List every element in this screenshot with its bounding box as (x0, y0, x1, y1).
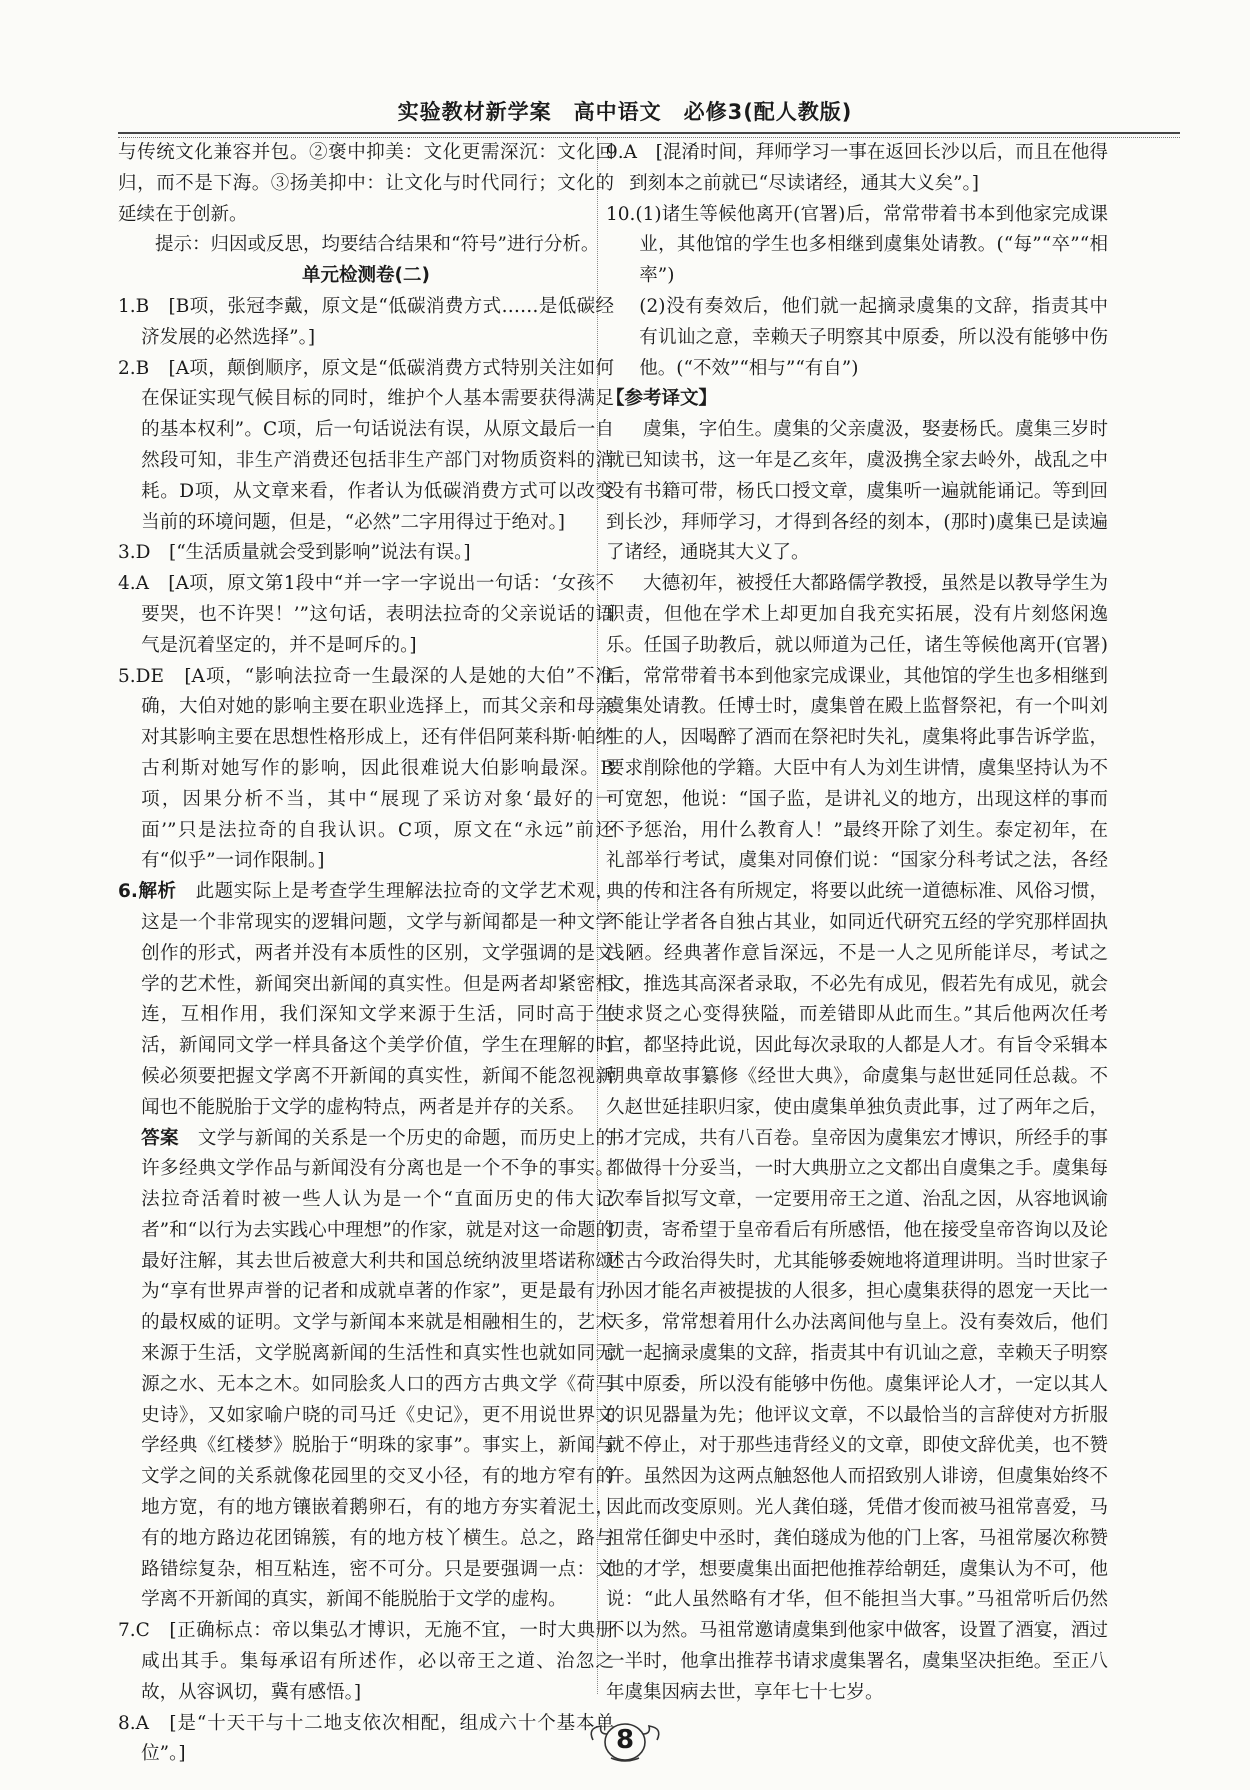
right-column (606, 138, 1108, 1709)
reference-translation-title: 【参考译文】 (606, 388, 718, 410)
answer-9: 9.A [混淆时间，拜师学习一事在返回长沙以后，而且在他得到刻本之前就已“尽读诸经，通其大义矣”。] (606, 142, 1108, 194)
page-header: 实验教材新学案 高中语文 必修3(配人教版) (397, 100, 853, 124)
answer-10-1: 10.(1)诸生等候他离开(官署)后，常常带着书本到他家完成课业，其他馆的学生也多相继到虞集处请教。(“每”“卒”“相率”) (606, 203, 1108, 287)
translation-paragraph-1: 虞集，字伯生。虞集的父亲虞汲，娶妻杨氏。虞集三岁时就已知读书，这一年是乙亥年，虞汲携全家去岭外，战乱之中没有书籍可带，杨氏口授文章，虞集听一遍就能诵记。等到回到长沙，拜师学习，才得到各经的刻本，(那时)虞集已是读遍了诸经，通晓其大义了。 (606, 419, 1108, 564)
prev-answer-text: 与传统文化兼容并包。②褒中抑美：文化更需深沉：文化回归，而不是下海。③扬美抑中：让文化与时代同行；文化的延续在于创新。 (118, 142, 614, 225)
answer-5: 5.DE [A项，“影响法拉奇一生最深的人是她的大伯”不准确，大伯对她的影响主要在职业选择上，而其父亲和母亲对其影响主要在思想性格形成上，还有伴侣阿莱科斯·帕纳古利斯对她写作的影响，因此很难说大伯影响最深。B项，因果分析不当，其中“展现了采访对象‘最好的一面’”只是法拉奇的自我认识。C项，原文在“永远”前还有“似乎”一词作限制。] (118, 665, 614, 872)
analysis-label: 6.解析 (118, 881, 177, 903)
answer-4: 4.A [A项，原文第1段中“并一字一字说出一句话：‘女孩不要哭，也不许哭！’”这句话，表明法拉奇的父亲说话的语气是沉着坚定的，并不是呵斥的。] (118, 573, 614, 656)
answer-3: 3.D [“生活质量就会受到影响”说法有误。] (118, 542, 471, 564)
answer-2: 2.B [A项，颠倒顺序，原文是“低碳消费方式特别关注如何在保证实现气候目标的同时，维护个人基本需要获得满足的基本权利”。C项，后一句话说法有误，从原文最后一自然段可知，非生产消费还包括非生产部门对物质资料的消耗。D项，从文章来看，作者认为低碳消费方式可以改变当前的环境问题，但是，“必然”二字用得过于绝对。] (118, 357, 614, 533)
analysis-body: 此题实际上是考查学生理解法拉奇的文学艺术观，这是一个非常现实的逻辑问题，文学与新闻都是一种文学创作的形式，两者并没有本质性的区别，文学强调的是文学的艺术性，新闻突出新闻的真实性。但是两者却紧密相连，互相作用，我们深知文学来源于生活，同时高于生活，新闻同文学一样具备这个美学价值，学生在理解的时候必须要把握文学离不开新闻的真实性，新闻不能忽视新闻也不能脱胎于文学的虚构特点，两者是并存的关系。 (141, 881, 614, 1118)
answer-8: 8.A [是“十天干与十二地支依次相配，组成六十个基本单位”。] (118, 1712, 614, 1765)
section-title: 单元检测卷(二) (302, 265, 430, 287)
answer-label: 答案 (141, 1127, 179, 1149)
hint-text: 提示：归因或反思，均要结合结果和“符号”进行分析。 (155, 234, 600, 256)
answer-body: 文学与新闻的关系是一个历史的命题，而历史上的许多经典文学作品与新闻没有分离也是一个不争的事实。法拉奇活着时被一些人认为是一个“直面历史的伟大记者”和“以行为去实践心中理想”的作家，就是对这一命题的最好注解，其去世后被意大利共和国总统纳波里塔诺称颂为“享有世界声誉的记者和成就卓著的作家”，更是最有力的最权威的证明。文学与新闻本来就是相融相生的，艺术来源于生活，文学脱离新闻的生活性和真实性也就如同无源之水、无本之木。如同脍炙人口的西方古典文学《荷马史诗》，又如家喻户晓的司马迁《史记》，更不用说世界文学经典《红楼梦》脱胎于“明珠的家事”。事实上，新闻与文学之间的关系就像花园里的交叉小径，有的地方窄有的地方宽，有的地方镶嵌着鹅卵石，有的地方夯实着泥土，有的地方路边花团锦簇，有的地方枝丫横生。总之，路与路错综复杂，相互粘连，密不可分。只是要强调一点：文学离不开新闻的真实，新闻不能脱胎于文学的虚构。 (141, 1127, 614, 1611)
page-number-badge (585, 1720, 665, 1764)
answer-10-2: (2)没有奏效后，他们就一起摘录虞集的文辞，指责其中有讥讪之意，幸赖天子明察其中原委，所以没有能够中伤他。(“不效”“相与”“有自”) (639, 295, 1108, 379)
answer-1: 1.B [B项，张冠李戴，原文是“低碳消费方式……是低碳经济发展的必然选择”。] (118, 295, 614, 348)
answer-7: 7.C [正确标点：帝以集弘才博识，无施不宜，一时大典册咸出其手。集每承诏有所述作，必以帝王之道、治忽之故，从容讽切，冀有感悟。] (118, 1620, 614, 1703)
answer-6-answer (118, 1124, 614, 1617)
left-column (118, 138, 614, 1770)
translation-paragraph-2: 大德初年，被授任大都路儒学教授，虽然是以教导学生为职责，但他在学术上却更加自我充实拓展，没有片刻悠闲逸乐。任国子助教后，就以师道为己任，诸生等候他离开(官署)后，常常带着书本到他家完成课业，其他馆的学生也多相继到虞集处请教。任博士时，虞集曾在殿上监督祭祀，有一个叫刘生的人，因喝醉了酒而在祭祀时失礼，虞集将此事告诉学监，要求削除他的学籍。大臣中有人为刘生讲情，虞集坚持认为不可宽恕，他说：“国子监，是讲礼义的地方，出现这样的事而不予惩治，用什么教育人！”最终开除了刘生。泰定初年，在礼部举行考试，虞集对同僚们说：“国家分科考试之法，各经典的传和注各有所规定，将要以此统一道德标准、风俗习惯，不能让学者各自独占其业，如同近代研究五经的学究那样固执浅陋。经典著作意旨深远，不是一人之见所能详尽，考试之文，推选其高深者录取，不必先有成见，假若先有成见，就会使求贤之心变得狭隘，而差错即从此而生。”其后他两次任考官，都坚持此说，因此每次录取的人都是人才。有旨令采辑本朝典章故事纂修《经世大典》，命虞集与赵世延同任总裁。不久赵世延挂职归家，使由虞集单独负责此事，过了两年之后，书才完成，共有八百卷。皇帝因为虞集宏才博识，所经手的事都做得十分妥当，一时大典册立之文都出自虞集之手。虞集每次奉旨拟写文章，一定要用帝王之道、治乱之因，从容地讽谕切责，寄希望于皇帝看后有所感悟，他在接受皇帝咨询以及论述古今政治得失时，尤其能够委婉地将道理讲明。当时世家子孙因才能名声被提拔的人很多，担心虞集获得的恩宠一天比一天多，常常想着用什么办法离间他与皇上。没有奏效后，他们就一起摘录虞集的文辞，指责其中有讥讪之意，幸赖天子明察其中原委，所以没有能够中伤他。虞集评论人才，一定以其人的识见器量为先；他评议文章，不以最恰当的言辞使对方折服就不停止，对于那些违背经义的文章，即使文辞优美，也不赞许。虽然因为这两点触怒他人而招致别人诽谤，但虞集始终不因此而改变原则。光人龚伯璲，凭借才俊而被马祖常喜爱，马祖常任御史中丞时，龚伯璲成为他的门上客，马祖常屡次称赞他的才学，想要虞集出面把他推荐给朝廷，虞集认为不可，他说：“此人虽然略有才华，但不能担当大事。”马祖常听后仍然不以为然。马祖常邀请虞集到他家中做客，设置了酒宴，酒过一半时，他拿出推荐书请求虞集署名，虞集坚决拒绝。至正八年虞集因病去世，享年七十七岁。 (606, 573, 1108, 1703)
page-number: 8 (615, 1725, 635, 1755)
answer-6-analysis (118, 877, 614, 1123)
